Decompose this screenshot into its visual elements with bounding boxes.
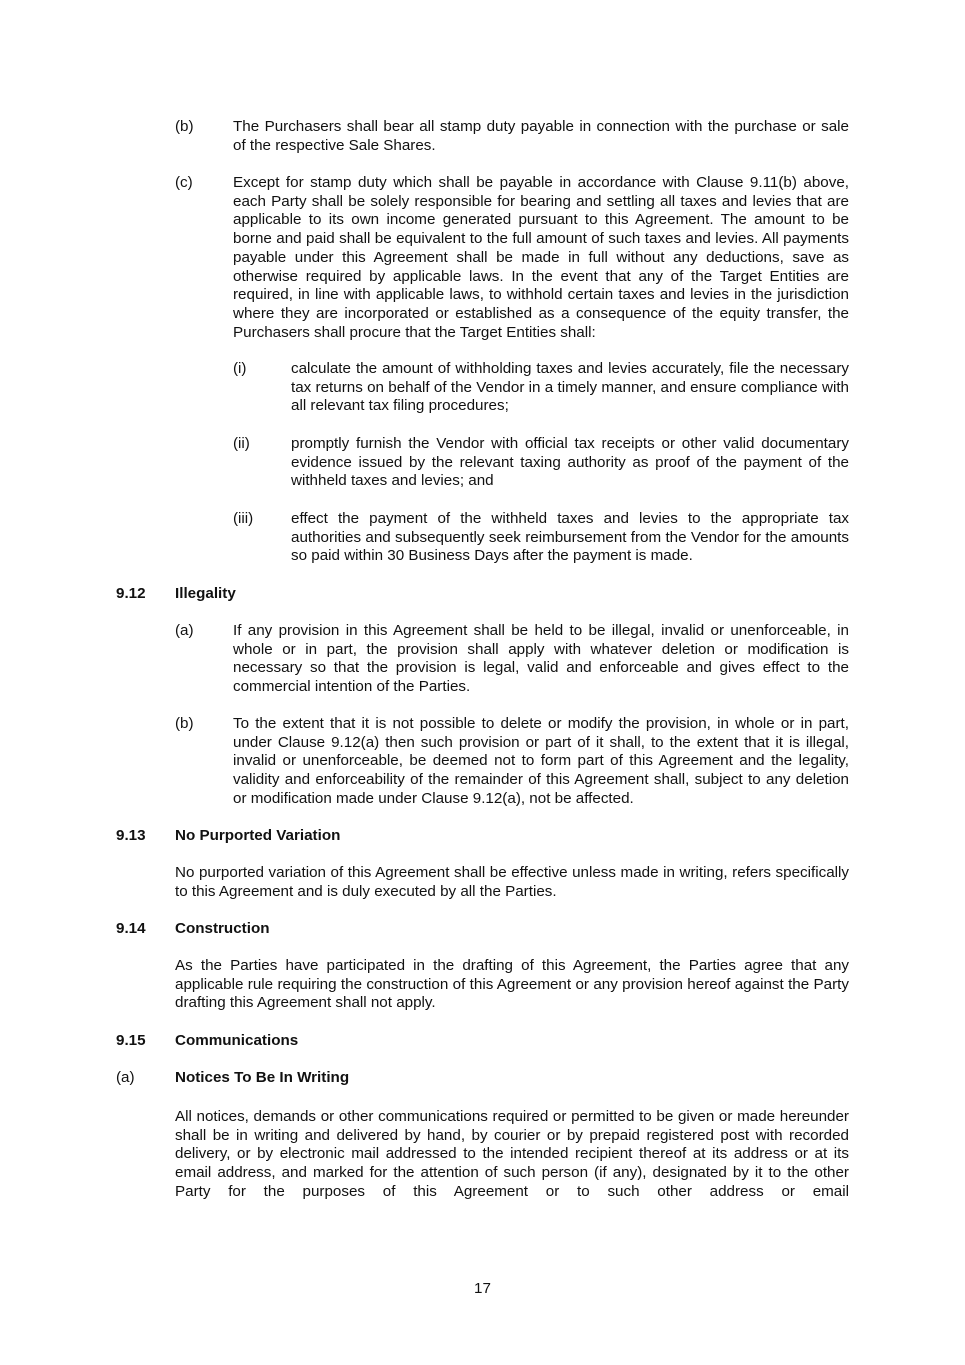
clause-9-11-b-text: The Purchasers shall bear all stamp duty payable in connection with the purchase or sale of the respective Sale Shares. xyxy=(233,118,849,154)
clause-9-12-number: 9.12 xyxy=(116,585,146,602)
clause-9-13-title: No Purported Variation xyxy=(175,827,341,844)
clause-9-15-number: 9.15 xyxy=(116,1032,146,1049)
clause-9-11-c-iii-text: effect the payment of the withheld taxes and levies to the appropriate tax authorities and subsequently seek reimbursement from the Vendor for the amounts so paid within 30 Business Days after the payment is made. xyxy=(291,510,849,565)
clause-9-15-title: Communications xyxy=(175,1032,299,1049)
clause-9-12-a-text: If any provision in this Agreement shall be held to be illegal, invalid or unenforceable, in whole or in part, the provision shall apply with whatever deletion or modification is necessary so that the provision is legal, valid and enforceable and gives effect to the commercial intention of the Parties. xyxy=(233,622,849,696)
page-number: 17 xyxy=(474,1280,491,1297)
clause-9-14-number: 9.14 xyxy=(116,920,146,937)
clause-9-12-b-text: To the extent that it is not possible to delete or modify the provision, in whole or in part, under Clause 9.12(a) then such provision or part of it shall, to the extent that it is illegal, invalid or unenforceable, be deemed not to form part of this Agreement and the legality, validity and enforceability of the remainder of this Agreement shall, subject to any deletion or modification made under Clause 9.12(a), not be affected. xyxy=(233,715,849,807)
clause-9-11-c-iii-label: (iii) xyxy=(233,510,254,527)
clause-9-13-text: No purported variation of this Agreement shall be effective unless made in writing, refers specifically to this Agreement and is duly executed by all the Parties. xyxy=(175,864,849,900)
clause-9-12-a-label: (a) xyxy=(175,622,194,639)
clause-9-12-title: Illegality xyxy=(175,585,236,602)
clause-9-11-c-i-label: (i) xyxy=(233,360,247,377)
clause-9-15-a-label: (a) xyxy=(116,1069,135,1086)
clause-9-15-a-text: All notices, demands or other communications required or permitted to be given or made hereunder shall be in writing and delivered by hand, by courier or by prepaid registered post with recorded delivery, or by electronic mail addressed to the intended recipient thereof at its address or at its email address, and marked for the attention of such person (if any), designated by it to the other Party for the purposes of this Agreement or to such other address or email xyxy=(175,1108,849,1200)
clause-9-15-a-title: Notices To Be In Writing xyxy=(175,1069,350,1086)
clause-9-11-c-text: Except for stamp duty which shall be payable in accordance with Clause 9.11(b) above, each Party shall be solely responsible for bearing and settling all taxes and levies that are applicable to its own income generated pursuant to this Agreement. The amount to be borne and paid shall be equivalent to the full amount of such taxes and levies. All payments payable under this Agreement shall be made in full without any deductions, save as otherwise required by applicable laws. In the event that any of the Target Entities are required, in line with applicable laws, to withhold certain taxes and levies in the jurisdiction where they are incorporated or established as a consequence of the equity transfer, the Purchasers shall procure that the Target Entities shall: xyxy=(233,174,849,341)
clause-9-11-c-i-text: calculate the amount of withholding taxes and levies accurately, file the necessary tax returns on behalf of the Vendor in a timely manner, and ensure compliance with all relevant tax filing procedures; xyxy=(291,360,849,415)
clause-9-11-c-ii-text: promptly furnish the Vendor with official tax receipts or other valid documentary evidence issued by the relevant taxing authority as proof of the payment of the withheld taxes and levies; and xyxy=(291,435,849,490)
clause-9-11-b-label: (b) xyxy=(175,118,194,135)
clause-9-11-c-ii-label: (ii) xyxy=(233,435,250,452)
clause-9-14-title: Construction xyxy=(175,920,270,937)
clause-9-14-text: As the Parties have participated in the drafting of this Agreement, the Parties agree that any applicable rule requiring the construction of this Agreement or any provision hereof against the Party drafting this Agreement shall not apply. xyxy=(175,957,849,1012)
clause-9-12-b-label: (b) xyxy=(175,715,194,732)
clause-9-13-number: 9.13 xyxy=(116,827,146,844)
clause-9-11-c-label: (c) xyxy=(175,174,193,191)
